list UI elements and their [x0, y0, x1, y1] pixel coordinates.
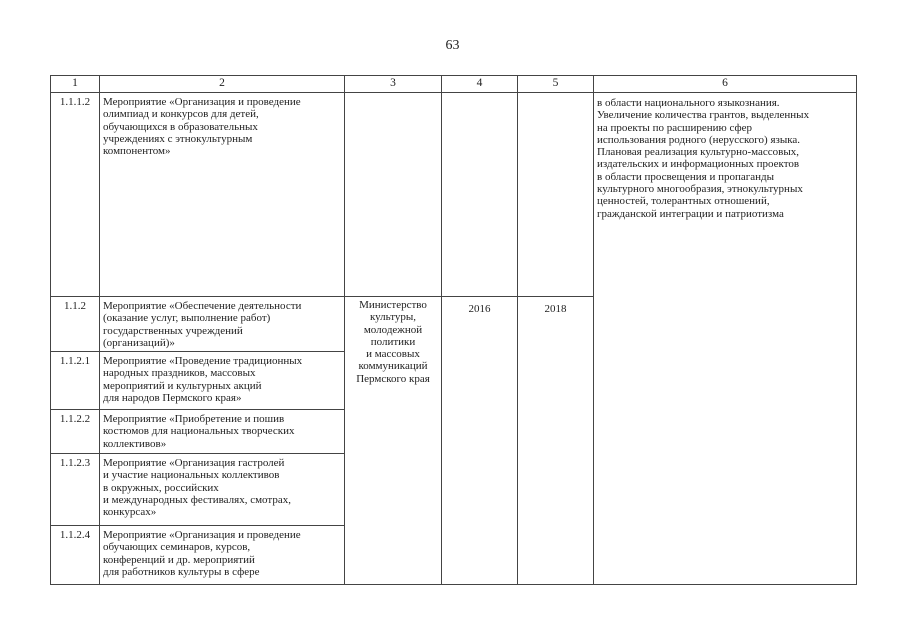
- row-number: 1.1.1.2: [51, 93, 100, 297]
- result-line: гражданской интеграции и патриотизма: [597, 207, 784, 220]
- activity-line: народных праздников, массовых: [103, 367, 256, 380]
- executor-line: и массовых: [366, 348, 420, 361]
- row-number: 1.1.2.2: [51, 410, 100, 454]
- start-year-cell: 2016: [442, 297, 518, 585]
- result-line: ценностей, толерантных отношений,: [597, 195, 770, 208]
- header-col-3: 3: [345, 76, 442, 93]
- activity-line: и участие национальных коллективов: [103, 469, 280, 482]
- header-col-4: 4: [442, 76, 518, 93]
- activity-line: для работников культуры в сфере: [103, 566, 260, 579]
- executor-line: коммуникаций: [358, 360, 428, 373]
- row-start-empty: [442, 93, 518, 297]
- row-number: 1.1.2.1: [51, 352, 100, 410]
- activity-line: коллективов»: [103, 437, 167, 450]
- row-activity: [100, 352, 345, 410]
- activity-line: обучающих семинаров, курсов,: [103, 541, 251, 554]
- activity-line: государственных учреждений: [103, 324, 243, 337]
- header-row: [51, 76, 857, 93]
- result-cell: [594, 93, 857, 585]
- executor-line: Пермского края: [356, 372, 430, 385]
- header-col-1: 1: [51, 76, 100, 93]
- row-activity: [100, 410, 345, 454]
- result-line: культурного многообразия, этнокультурных: [597, 183, 803, 196]
- activity-line: учреждениях с этнокультурным: [103, 132, 253, 145]
- page-number: 63: [445, 38, 460, 53]
- row-activity: [100, 297, 345, 352]
- activity-line: Мероприятие «Организация и проведение: [103, 529, 301, 542]
- activity-line: (оказание услуг, выполнение работ): [103, 312, 271, 325]
- row-end-empty: [518, 93, 594, 297]
- result-line: издательских и информационных проектов: [597, 158, 800, 171]
- executor-line: молодежной: [363, 323, 423, 336]
- activity-line: конференций и др. мероприятий: [103, 553, 255, 566]
- header-col-6: 6: [594, 76, 857, 93]
- result-line: Увеличение количества грантов, выделенных: [597, 109, 810, 122]
- activity-line: конкурсах»: [103, 506, 157, 519]
- row-number: 1.1.2: [51, 297, 100, 352]
- activity-line: Мероприятие «Организация и проведение: [103, 96, 301, 108]
- activity-line: Мероприятие «Организация гастролей: [103, 457, 285, 470]
- result-line: использования родного (нерусского) языка.: [597, 133, 801, 146]
- executor-line: культуры,: [369, 311, 417, 324]
- row-activity: [100, 454, 345, 526]
- activity-line: костюмов для национальных творческих: [103, 425, 295, 438]
- activity-line: мероприятий и культурных акций: [103, 379, 262, 392]
- row-executor-empty: [345, 93, 442, 297]
- activity-line: для народов Пермского края»: [103, 392, 242, 405]
- activity-line: в окружных, российских: [103, 481, 219, 494]
- result-line: Плановая реализация культурно-массовых,: [597, 146, 799, 159]
- row-number: 1.1.2.3: [51, 454, 100, 526]
- activity-line: (организаций)»: [103, 336, 175, 349]
- result-line: на проекты по расширению сфер: [597, 121, 752, 134]
- activity-line: олимпиад и конкурсов для детей,: [103, 108, 259, 121]
- executor-line: Министерство: [359, 299, 427, 311]
- activity-line: обучающихся в образовательных: [103, 120, 258, 133]
- header-col-5: 5: [518, 76, 594, 93]
- executor-line: политики: [370, 335, 416, 348]
- activity-line: Мероприятие «Приобретение и пошив: [103, 413, 285, 426]
- activity-line: и международных фестивалях, смотрах,: [103, 494, 291, 507]
- row-number: 1.1.2.4: [51, 526, 100, 585]
- activity-line: компонентом»: [103, 145, 171, 158]
- result-line: в области просвещения и пропаганды: [597, 170, 775, 183]
- table-row: [51, 93, 857, 297]
- end-year-cell: 2018: [518, 297, 594, 585]
- header-col-2: 2: [100, 76, 345, 93]
- program-table: [50, 75, 857, 585]
- row-activity: [100, 93, 345, 297]
- activity-line: Мероприятие «Обеспечение деятельности: [103, 300, 302, 312]
- executor-cell: [345, 297, 442, 585]
- activity-line: Мероприятие «Проведение традиционных: [103, 355, 303, 368]
- result-line: в области национального языкознания.: [597, 97, 780, 109]
- row-activity: [100, 526, 345, 585]
